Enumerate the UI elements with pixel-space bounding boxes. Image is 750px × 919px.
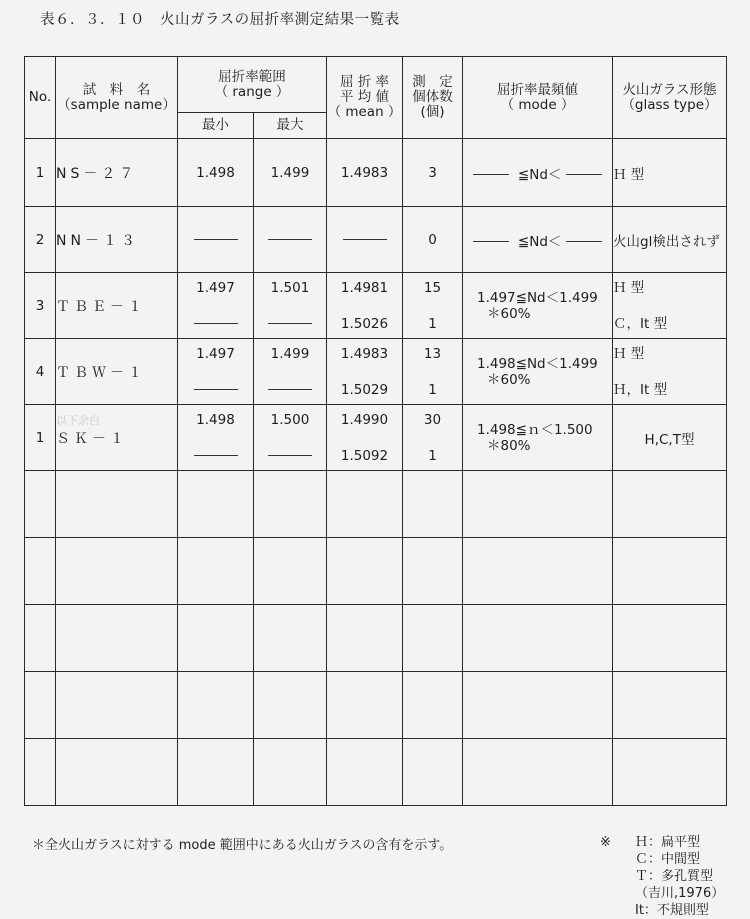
sample-name: NS－２７ [56, 139, 178, 207]
row-no: 1 [25, 405, 56, 471]
count-value: 15 1 [403, 273, 463, 339]
header-mode: 屈折率最頻値 （ mode ） [463, 57, 613, 139]
range-min: 1.497 [178, 273, 254, 339]
legend-item: Ｔ：多孔質型 [635, 869, 714, 884]
sample-name: NN－１３ [56, 207, 178, 273]
range-max: 1.499 [254, 139, 327, 207]
range-max: 1.500 [254, 405, 327, 471]
range-min: 1.498 [178, 139, 254, 207]
header-max: 最大 [254, 113, 327, 139]
sample-name: ＴＢＥ－１ [56, 273, 178, 339]
table-row [25, 339, 727, 405]
footnote: ＊全火山ガラスに対する mode 範囲中にある火山ガラスの含有を示す。 [32, 838, 453, 853]
row-no: 3 [25, 273, 56, 339]
mean-value: 1.4983 1.5029 [327, 339, 403, 405]
results-table [24, 56, 727, 806]
mode-value: ≦Nd＜ [463, 207, 613, 273]
empty-row [25, 605, 727, 672]
mean-value: 1.4990 1.5092 [327, 405, 403, 471]
mode-value: 1.498≦ｎ＜1.500 ＊80% [463, 405, 613, 471]
glass-type: 火山gl検出されず [613, 207, 727, 273]
mean-value: 1.4981 1.5026 [327, 273, 403, 339]
range-min: 1.498 [178, 405, 254, 471]
row-no: 4 [25, 339, 56, 405]
ghost-text: 以下余白 [56, 413, 100, 427]
glass-type: Ｈ 型 Ｃ，It 型 [613, 273, 727, 339]
empty-row [25, 672, 727, 739]
mean-value: 1.4983 [327, 139, 403, 207]
mode-value: 1.497≦Nd＜1.499 ＊60% [463, 273, 613, 339]
empty-row [25, 471, 727, 538]
legend-item: （吉川,1976） [635, 886, 725, 901]
header-range: 屈折率範囲 （ range ） [178, 57, 327, 113]
header-no: No. [25, 57, 56, 139]
table-title: 表６．３．１０ 火山ガラスの屈折率測定結果一覧表 [40, 12, 400, 28]
range-min [178, 207, 254, 273]
range-min: 1.497 [178, 339, 254, 405]
glass-type: Ｈ 型 [613, 139, 727, 207]
header-min: 最小 [178, 113, 254, 139]
table-row [25, 405, 727, 471]
empty-row [25, 739, 727, 806]
count-value: 3 [403, 139, 463, 207]
count-value: 13 1 [403, 339, 463, 405]
range-max [254, 207, 327, 273]
table-row [25, 139, 727, 207]
header-glass: 火山ガラス形態 （glass type） [613, 57, 727, 139]
header-sample: 試 料 名 （sample name） [56, 57, 178, 139]
legend-item: It：不規則型 [635, 903, 709, 918]
sample-name: ＴＢＷ－１ [56, 339, 178, 405]
count-value: 30 1 [403, 405, 463, 471]
header-mean: 屈 折 率 平 均 値 （ mean ） [327, 57, 403, 139]
sample-name: 以下余白 ＳＫ－１ [56, 405, 178, 471]
row-no: 1 [25, 139, 56, 207]
legend-mark: ※ [600, 835, 611, 850]
legend-item: Ｃ：中間型 [635, 852, 701, 867]
mode-value: ≦Nd＜ [463, 139, 613, 207]
range-max: 1.501 [254, 273, 327, 339]
legend-item: Ｈ：扁平型 [635, 835, 701, 850]
mean-value [327, 207, 403, 273]
mode-value: 1.498≦Nd＜1.499 ＊60% [463, 339, 613, 405]
range-max: 1.499 [254, 339, 327, 405]
table-row [25, 273, 727, 339]
row-no: 2 [25, 207, 56, 273]
header-count: 測 定 個体数 (個) [403, 57, 463, 139]
count-value: 0 [403, 207, 463, 273]
glass-type: H,C,T型 [613, 405, 727, 471]
legend [600, 834, 724, 919]
table-row [25, 207, 727, 273]
empty-row [25, 538, 727, 605]
glass-type: Ｈ 型 Ｈ，It 型 [613, 339, 727, 405]
